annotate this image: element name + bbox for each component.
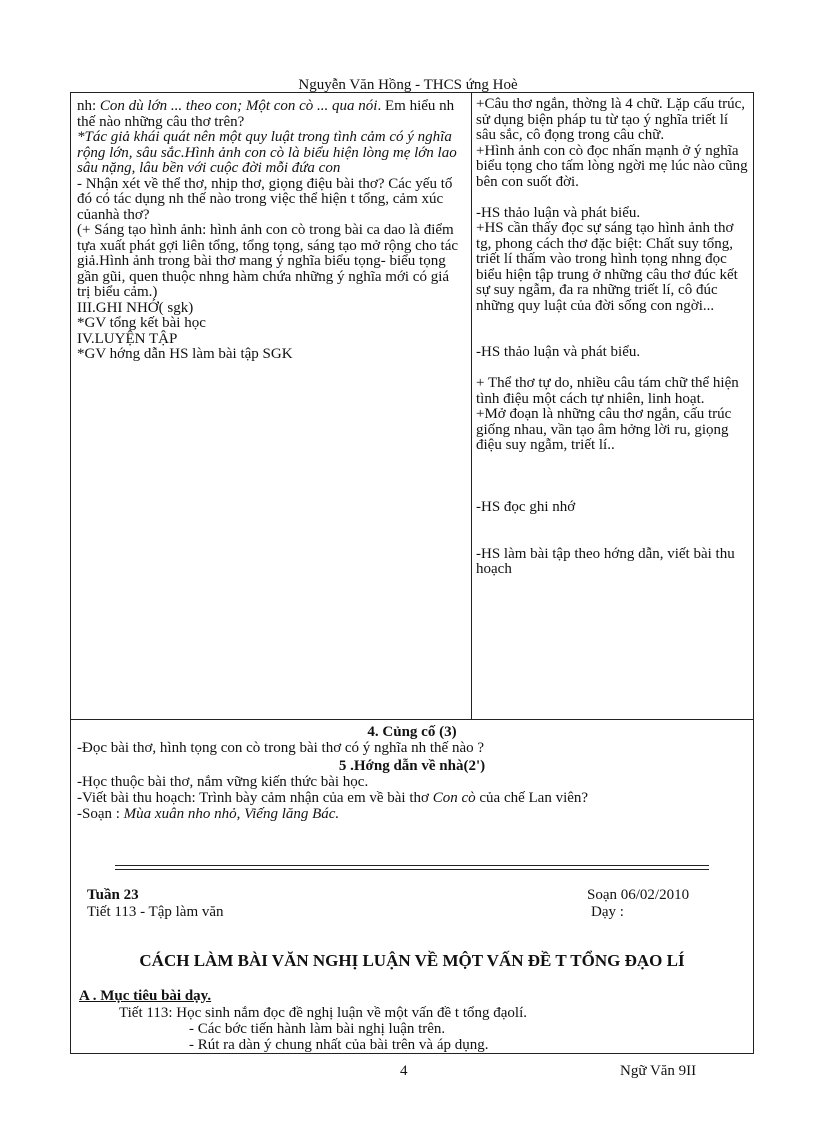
page-number: 4: [400, 1063, 408, 1079]
row-divider: [71, 719, 753, 720]
left-text-segment: - Nhận xét về thể thơ, nhịp thơ, giọng điệu bài thơ? Các yếu tố đó có tác dụng nh thế nào trong việc thể hiện t tổng, cảm xúc củanhà thơ?: [77, 175, 453, 223]
right-paragraph: [476, 469, 751, 485]
page-header: Nguyễn Văn Hồng - THCS ứng Hoè: [298, 77, 518, 93]
left-text-segment: (+ Sáng tạo hình ảnh: hình ảnh con cò trong bài ca dao là điểm tựa xuất phát gợi liên tổng, tổng tọng, sáng tạo mở rộng cho tác giả.Hình ảnh trong bài thơ mang ý nghĩa biểu tọng- biểu tọng gần gũi, quen thuộc nhng hàm chứa những ý nghĩa mới có giá trị biểu cảm.): [77, 222, 459, 300]
left-paragraph: [77, 99, 465, 130]
period-label: Tiết 113 - Tập làm văn: [87, 904, 224, 920]
right-paragraph: [476, 314, 751, 330]
taught-date: Dạy :: [591, 904, 624, 920]
left-text-segment: IV.LUYỆN TẬP: [77, 330, 178, 347]
left-text-segment: nh:: [77, 98, 100, 114]
left-text-segment: III.GHI NHỚ( sgk): [77, 299, 194, 316]
homework-line-2: -Viết bài thu hoạch: Trình bày cảm nhận của em về bài thơ Con cò của chế Lan viên?: [77, 790, 589, 806]
objective-1: Tiết 113: Học sinh nắm đọc đề nghị luận về một vấn đề t tổng đạolí.: [119, 1005, 528, 1021]
right-paragraph: [476, 330, 751, 346]
right-paragraph: [476, 516, 751, 532]
left-text-segment: *GV hớng dẫn HS làm bài tập SGK: [77, 346, 293, 362]
left-paragraph: [77, 301, 465, 317]
column-divider: [471, 93, 472, 719]
left-text-segment: Con dù lớn ... theo con; Một con cò ... qua nói: [99, 98, 378, 114]
right-paragraph: +Mở đoạn là những câu thơ ngắn, cấu trúc giống nhau, vần tạo âm hởng lời ru, giọng điệu suy ngẫm, triết lí..: [476, 406, 732, 453]
homework-line-1: -Học thuộc bài thơ, nắm vững kiến thức bài học.: [77, 774, 369, 790]
teacher-activities-column: [77, 99, 465, 363]
consolidation-title: 4. Củng cố (3): [367, 724, 457, 740]
right-paragraph: [476, 454, 751, 470]
right-paragraph: +HS cần thấy đọc sự sáng tạo hình ảnh thơ tg, phong cách thơ đặc biệt: Chất suy tổng, triết lí thấm vào trong hình tọng nhng đọc biểu hiện tập trung ở những câu thơ đúc kết sự suy ngẫm, đa ra những triết lí, cô đúc những quy luật của đời sống con ngời...: [476, 220, 738, 314]
lesson-table: [70, 92, 754, 1054]
objective-3: - Rút ra dàn ý chung nhất của bài trên và áp dụng.: [189, 1037, 489, 1053]
separator-line-double: [115, 869, 709, 870]
left-text-segment: *Tác giả khái quát nên một quy luật trong tình cảm có ý nghĩa rộng lớn, sâu sắc.Hình ảnh con cò là biểu hiện lòng mẹ lớn lao sâu nặng, lâu bền với cuộc đời mỗi đứa con: [77, 129, 457, 176]
left-paragraph: [77, 177, 465, 224]
right-paragraph: +Câu thơ ngắn, thờng là 4 chữ. Lặp cấu trúc, sử dụng biện pháp tu từ tạo ý nghĩa triết lí sâu sắc, cô đọng trong câu chữ.: [476, 96, 746, 143]
lesson-title: CÁCH LÀM BÀI VĂN NGHỊ LUẬN VỀ MỘT VẤN ĐỀ T TỔNG ĐẠO LÍ: [139, 951, 685, 970]
right-paragraph: -HS thảo luận và phát biểu.: [476, 344, 641, 360]
right-paragraph: -HS đọc ghi nhớ: [476, 499, 576, 515]
objectives-heading: A . Mục tiêu bài dạy.: [79, 988, 212, 1004]
right-paragraph: [476, 361, 751, 377]
right-paragraph: -HS làm bài tập theo hớng dẫn, viết bài thu hoạch: [476, 545, 735, 577]
left-paragraph: [77, 347, 465, 363]
right-paragraph: + Thể thơ tự do, nhiều câu tám chữ thể hiện tình điệu một cách tự nhiên, linh hoạt.: [476, 375, 739, 407]
right-paragraph: [476, 190, 751, 206]
right-paragraph: +Hình ảnh con cò đọc nhấn mạnh ở ý nghĩa biểu tọng cho tấm lòng ngời mẹ lúc nào cũng bên con suốt đời.: [476, 142, 748, 190]
left-paragraph: [77, 316, 465, 332]
separator-line: [115, 865, 709, 866]
left-paragraph: [77, 130, 465, 177]
left-text-segment: *GV tổng kết bài học: [77, 315, 206, 331]
week-label: Tuần 23: [87, 887, 139, 903]
student-activities-column: [476, 97, 751, 578]
homework-title: 5 .Hớng dẫn về nhà(2'): [338, 758, 486, 774]
left-paragraph: [77, 332, 465, 348]
right-paragraph: -HS thảo luận và phát biểu.: [476, 204, 641, 221]
right-paragraph: [476, 531, 751, 547]
consolidation-section: [71, 724, 753, 822]
objective-2: - Các bớc tiến hành làm bài nghị luận trên.: [189, 1021, 446, 1037]
homework-line-3: -Soạn : Mùa xuân nho nhỏ, Viếng lăng Bác.: [77, 806, 340, 822]
left-text-segment: . Em hiểu nh thế nào những câu thơ trên?: [77, 98, 455, 130]
right-paragraph: [476, 485, 751, 501]
left-paragraph: [77, 223, 465, 301]
consolidation-question: -Đọc bài thơ, hình tọng con cò trong bài thơ có ý nghĩa nh thế nào ?: [77, 740, 485, 756]
footer-subject: Ngữ Văn 9II: [620, 1063, 697, 1079]
prepared-date: Soạn 06/02/2010: [587, 887, 690, 903]
